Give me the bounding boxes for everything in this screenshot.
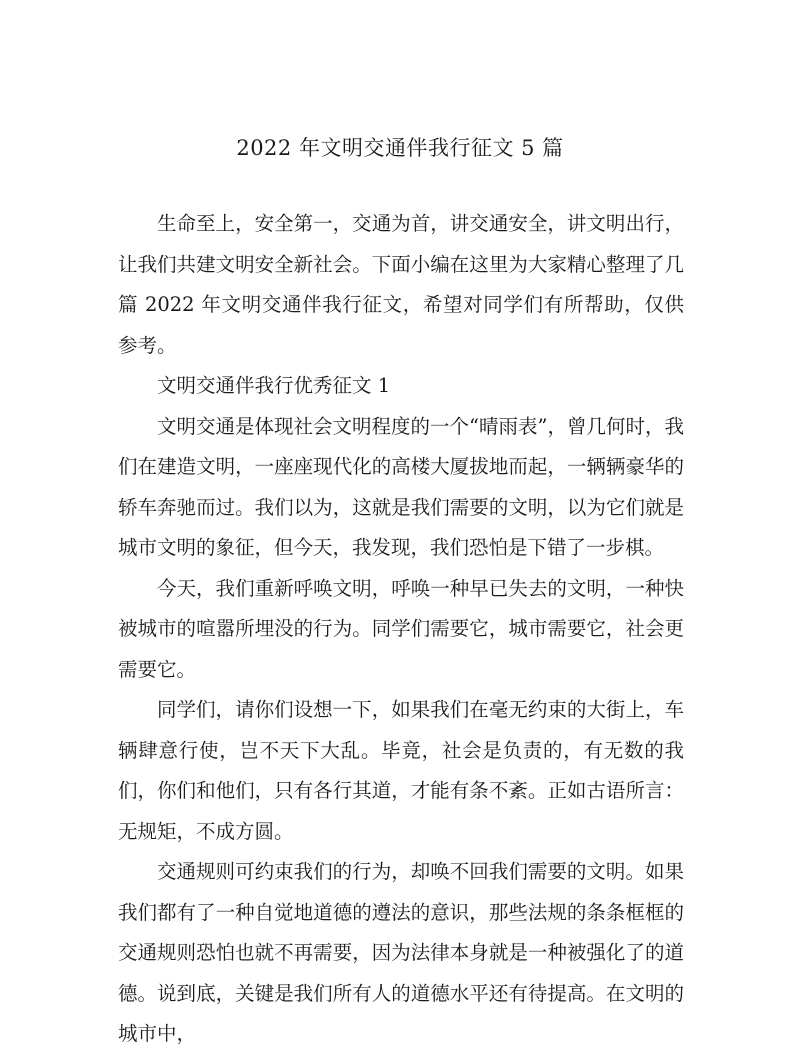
document-body	[118, 204, 684, 1055]
paragraph: 今天，我们重新呼唤文明，呼唤一种早已失去的文明，一种快被城市的喧嚣所埋没的行为。同学们需要它，城市需要它，社会更需要它。	[118, 576, 684, 681]
paragraph: 交通规则可约束我们的行为，却唤不回我们需要的文明。如果我们都有了一种自觉地道德的遵法的意识，那些法规的条条框框的交通规则恐怕也就不再需要，因为法律本身就是一种被强化了的道德。说到底，关键是我们所有人的道德水平还有待提高。在文明的城市中，	[118, 860, 684, 1045]
paragraph: 文明交通是体现社会文明程度的一个“晴雨表”，曾几何时，我们在建造文明，一座座现代化的高楼大厦拔地而起，一辆辆豪华的轿车奔驰而过。我们以为，这就是我们需要的文明，以为它们就是城市文明的象征，但今天，我发现，我们恐怕是下错了一步棋。	[118, 414, 684, 559]
paragraph-intro: 生命至上，安全第一，交通为首，讲交通安全，讲文明出行，让我们共建文明安全新社会。下面小编在这里为大家精心整理了几篇 2022 年文明交通伴我行征文，希望对同学们有所帮助，仅供参考。	[118, 212, 684, 357]
document-title: 2022 年文明交通伴我行征文 5 篇	[236, 136, 564, 160]
paragraph: 同学们，请你们设想一下，如果我们在毫无约束的大街上，车辆肆意行使，岂不天下大乱。毕竟，社会是负责的，有无数的我们，你们和他们，只有各行其道，才能有条不紊。正如古语所言：无规矩，不成方圆。	[118, 698, 684, 843]
section-heading: 文明交通伴我行优秀征文 1	[157, 374, 391, 397]
